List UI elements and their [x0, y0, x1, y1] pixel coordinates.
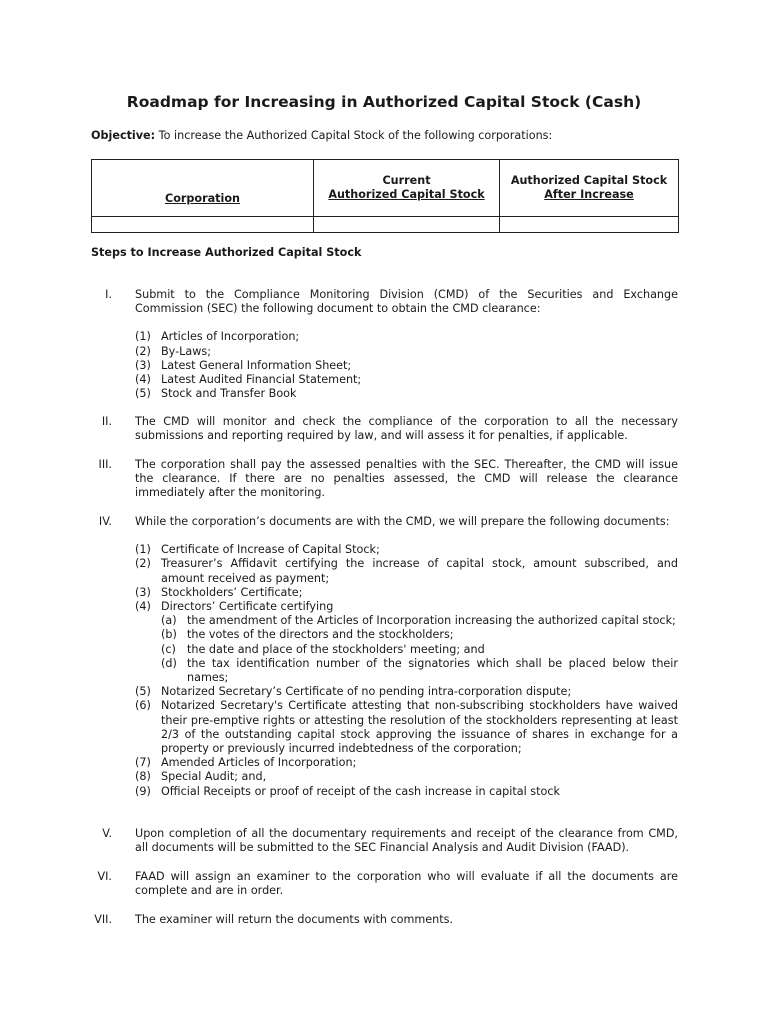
step-text: Submit to the Compliance Monitoring Division (CMD) of the Securities and Exchange Commission (SEC) the following document to obtain the CMD clearance: — [135, 288, 678, 316]
list-item — [135, 543, 678, 557]
list-item — [135, 373, 678, 387]
list-item — [135, 387, 678, 401]
list-item-number: (9) — [135, 784, 151, 798]
list-item-number: (3) — [135, 358, 151, 372]
step-text: While the corporation’s documents are with the CMD, we will prepare the following documents: — [135, 515, 670, 528]
list-item-text: Stock and Transfer Book — [161, 387, 297, 401]
list-item-number: (6) — [135, 699, 151, 713]
step-sublist — [135, 330, 678, 401]
step-number: IV. — [98, 515, 112, 528]
step-number: VI. — [97, 870, 112, 883]
list-item-number: (4) — [135, 373, 151, 387]
list-item-text: Certificate of Increase of Capital Stock; — [161, 543, 380, 557]
step-text: The CMD will monitor and check the compliance of the corporation to all the necessary submissions and reporting required by law, and will assess it for penalties, if applicable. — [135, 415, 678, 443]
list-item-number: (b) — [161, 628, 177, 642]
list-item — [135, 330, 678, 344]
header-corporation-label: Corporation — [164, 191, 240, 205]
objective-text: To increase the Authorized Capital Stock of the following corporations: — [155, 129, 553, 142]
list-item-number: (4) — [135, 600, 151, 614]
list-item-number: (1) — [135, 543, 151, 557]
list-item-text: By-Laws; — [161, 344, 211, 358]
list-item — [135, 699, 678, 756]
list-item-text: Notarized Secretary's Certificate attesting that non-subscribing stockholders have waived their pre-emptive rights or attesting the resolution of the stockholders representing at least 2/3 of the outstanding capital stock approving the issuance of shares in exchange for a property or previously incurred indebtedness of the corporation; — [161, 699, 678, 756]
list-item — [135, 557, 678, 585]
step-body — [135, 288, 678, 401]
header-after-line1: Authorized Capital Stock — [510, 173, 668, 187]
list-item-number: (1) — [135, 330, 151, 344]
list-item — [161, 614, 678, 628]
header-corporation — [92, 160, 314, 217]
list-item-number: (3) — [135, 585, 151, 599]
steps-heading: Steps to Increase Authorized Capital Stock — [91, 246, 362, 259]
table-cell — [500, 217, 679, 233]
document-title: Roadmap for Increasing in Authorized Capital Stock (Cash) — [126, 93, 642, 111]
objective-line — [91, 129, 691, 143]
list-item-text: Latest General Information Sheet; — [161, 358, 352, 372]
capital-stock-table — [91, 159, 679, 233]
list-item-number: (2) — [135, 557, 151, 571]
list-item-number: (5) — [135, 685, 151, 699]
list-item-number: (d) — [161, 656, 177, 670]
list-item — [135, 770, 678, 784]
list-item-text: Special Audit; and, — [161, 770, 267, 784]
step-number: III. — [98, 458, 112, 471]
table-cell — [314, 217, 500, 233]
step-number: V. — [102, 827, 112, 840]
table-row — [92, 217, 679, 233]
list-item-text: Directors’ Certificate certifying — [161, 600, 334, 614]
list-item-text: the date and place of the stockholders' meeting; and — [187, 642, 485, 656]
list-item — [161, 657, 678, 685]
list-item-text: Articles of Incorporation; — [161, 330, 300, 344]
list-item-number: (8) — [135, 770, 151, 784]
nested-sublist — [135, 614, 678, 685]
list-item — [135, 359, 678, 373]
list-item-text: Notarized Secretary’s Certificate of no pending intra-corporation dispute; — [161, 685, 572, 699]
header-current-capital — [314, 160, 500, 217]
list-item-number: (2) — [135, 344, 151, 358]
step-sublist — [135, 543, 678, 799]
header-after-increase — [500, 160, 679, 217]
list-item-text: Treasurer’s Affidavit certifying the increase of capital stock, amount subscribed, and amount received as payment; — [161, 557, 678, 585]
list-item-number: (c) — [161, 642, 176, 656]
list-item — [161, 643, 678, 657]
step-text: FAAD will assign an examiner to the corporation who will evaluate if all the documents are complete and are in order. — [135, 870, 678, 898]
header-current-line2: Authorized Capital Stock — [328, 188, 485, 201]
objective-label: Objective: — [91, 129, 156, 142]
list-item — [135, 345, 678, 359]
list-item-number: (5) — [135, 387, 151, 401]
table-cell — [92, 217, 314, 233]
list-item-text: Official Receipts or proof of receipt of the cash increase in capital stock — [161, 784, 560, 798]
step-text: Upon completion of all the documentary requirements and receipt of the clearance from CMD, all documents will be submitted to the SEC Financial Analysis and Audit Division (FAAD). — [135, 827, 678, 855]
list-item-text: the amendment of the Articles of Incorporation increasing the authorized capital stock; — [187, 614, 676, 628]
list-item-text: Amended Articles of Incorporation; — [161, 756, 357, 770]
step-text: The examiner will return the documents with comments. — [135, 913, 454, 926]
step-number: VII. — [94, 913, 112, 926]
list-item-number: (7) — [135, 756, 151, 770]
step-body — [135, 515, 678, 799]
list-item-number: (a) — [161, 614, 177, 628]
list-item-text: the tax identification number of the signatories which shall be placed below their names; — [187, 656, 678, 685]
header-after-line2: After Increase — [544, 188, 634, 201]
list-item-text: Stockholders’ Certificate; — [161, 585, 303, 599]
list-item — [135, 685, 678, 699]
header-current-line1: Current — [382, 173, 431, 187]
table-header-row — [92, 160, 679, 217]
step-number: II. — [101, 415, 112, 428]
list-item — [135, 785, 678, 799]
list-item — [161, 628, 678, 642]
step-text: The corporation shall pay the assessed penalties with the SEC. Thereafter, the CMD will issue the clearance. If there are no penalties assessed, the CMD will release the clearance immediately after the monitoring. — [135, 458, 678, 500]
list-item-text: the votes of the directors and the stockholders; — [187, 628, 454, 642]
list-item — [135, 756, 678, 770]
list-item — [135, 600, 678, 614]
list-item-text: Latest Audited Financial Statement; — [161, 373, 362, 387]
list-item — [135, 586, 678, 600]
step-number: I. — [105, 288, 112, 301]
